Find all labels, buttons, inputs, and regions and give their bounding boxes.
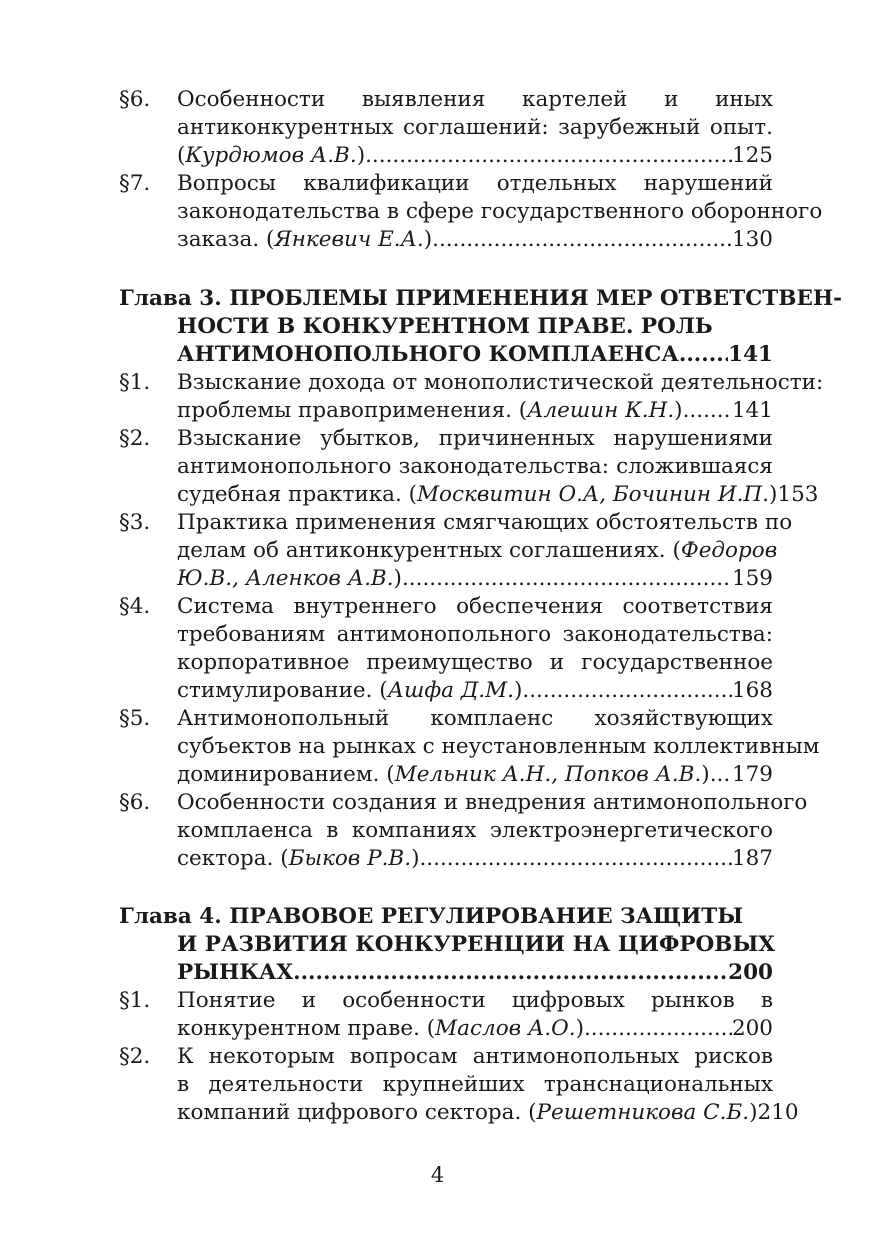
- entry-leader-line: судебная практика. (Москвитин О.А, Бочинин И.П.) 153: [177, 482, 819, 507]
- entry-title-line: Вопросы квалификации отдельных нарушений: [177, 171, 773, 196]
- dot-leader: [402, 565, 732, 593]
- chapter-title-line: НОСТИ В КОНКУРЕНТНОМ ПРАВЕ. РОЛЬ: [177, 314, 713, 339]
- entry-leader-line: конкурентном праве. (Маслов А.О.) ..... 200: [177, 1015, 773, 1043]
- entry-page: 179: [731, 762, 773, 787]
- entry-number: §4.: [119, 594, 151, 619]
- toc-entry-3-6[interactable]: [0, 789, 875, 817]
- toc-entry-3-2[interactable]: [0, 425, 875, 453]
- toc-entry-3-1[interactable]: [0, 369, 875, 397]
- dot-leader: [432, 226, 732, 254]
- toc-entry-3-5[interactable]: [0, 705, 875, 733]
- chapter-4-heading[interactable]: [0, 903, 875, 931]
- entry-leader-line: проблемы правоприменения. (Алешин К.Н.) ..... 141: [177, 397, 773, 425]
- entry-page: 200: [731, 1016, 773, 1041]
- entry-leader-line: доминированием. (Мельник А.Н., Попков А.В.) ..... 179: [177, 761, 773, 789]
- chapter-title-line: ПРОБЛЕМЫ ПРИМЕНЕНИЯ МЕР ОТВЕТСТВЕН-: [229, 286, 843, 311]
- entry-author: Мельник А.Н., Попков А.В.: [394, 762, 702, 787]
- entry-number: §6.: [119, 790, 151, 815]
- entry-number: §2.: [119, 426, 151, 451]
- dot-leader: [683, 397, 732, 425]
- chapter-page: 141: [728, 342, 773, 367]
- entry-title-line: делам об антиконкурентных соглашениях. ( Федоров: [177, 538, 778, 563]
- dot-leader: [679, 341, 728, 369]
- chapter-3-heading[interactable]: [0, 285, 875, 313]
- entry-page: 130: [731, 227, 773, 252]
- entry-title-line: Понятие и особенности цифровых рынков в: [177, 988, 773, 1013]
- entry-author: Ю.В., Аленков А.В.: [177, 566, 394, 591]
- entry-number: §1.: [119, 988, 151, 1013]
- entry-leader-line: сектора. (Быков Р.В.) ..... 187: [177, 845, 773, 873]
- toc-entry-4-2[interactable]: [0, 1043, 875, 1071]
- dot-leader: [419, 845, 731, 873]
- entry-title-line: антимонопольного законодательства: сложившаяся: [177, 454, 773, 479]
- entry-title-line: Практика применения смягчающих обстоятельств по: [177, 510, 793, 535]
- entry-number: §1.: [119, 370, 151, 395]
- toc-entry-2-6[interactable]: [0, 86, 875, 114]
- entry-number: §3.: [119, 510, 151, 535]
- entry-title-line: Антимонопольный комплаенс хозяйствующих: [177, 706, 773, 731]
- chapter-leader-line: [177, 341, 773, 369]
- chapter-leader-line: [177, 959, 773, 987]
- entry-title-line: в деятельности крупнейших транснациональных: [177, 1072, 773, 1097]
- entry-title-line: К некоторым вопросам антимонопольных рисков: [177, 1044, 773, 1069]
- chapter-title-line: ПРАВОВОЕ РЕГУЛИРОВАНИЕ ЗАЩИТЫ: [229, 904, 744, 929]
- dot-leader: [365, 142, 732, 170]
- chapter-title-line: РЫНКАХ: [177, 960, 294, 985]
- chapter-label: Глава 3.: [119, 286, 222, 311]
- entry-leader-line: Ю.В., Аленков А.В.) ..... 159: [177, 565, 773, 593]
- entry-leader-line: компаний цифрового сектора. (Решетникова С.Б.) 210: [177, 1100, 799, 1125]
- entry-title-line: Особенности создания и внедрения антимонопольного: [177, 790, 808, 815]
- entry-author: Решетникова С.Б.: [536, 1100, 750, 1125]
- chapter-label: Глава 4.: [119, 904, 222, 929]
- toc-entry-4-1[interactable]: [0, 987, 875, 1015]
- entry-number: §2.: [119, 1044, 151, 1069]
- dot-leader: [522, 677, 732, 705]
- entry-author: Москвитин О.А, Бочинин И.П.: [417, 482, 770, 507]
- entry-page: 210: [757, 1100, 799, 1125]
- entry-title-line: корпоративное преимущество и государственное: [177, 650, 773, 675]
- dot-leader: [293, 959, 728, 987]
- entry-page: 187: [731, 846, 773, 871]
- entry-author: Маслов А.О.: [435, 1016, 576, 1041]
- entry-leader-line: (Курдюмов А.В.) ..... 125: [177, 142, 773, 170]
- entry-title-line: Особенности выявления картелей и иных: [177, 87, 773, 112]
- entry-author: Алешин К.Н.: [527, 398, 675, 423]
- chapter-title-line: И РАЗВИТИЯ КОНКУРЕНЦИИ НА ЦИФРОВЫХ: [177, 932, 775, 957]
- entry-title-line: Система внутреннего обеспечения соответствия: [177, 594, 773, 619]
- chapter-page: 200: [728, 960, 773, 985]
- entry-number: §6.: [119, 87, 151, 112]
- entry-title-line: антиконкурентных соглашений: зарубежный опыт.: [177, 115, 773, 140]
- entry-title-line: субъектов на рынках с неустановленным коллективным: [177, 734, 820, 759]
- toc-entry-2-7[interactable]: [0, 170, 875, 198]
- entry-author: Федоров: [680, 538, 778, 563]
- entry-page: 141: [731, 398, 773, 423]
- page-number: 4: [430, 1163, 445, 1187]
- entry-page: 153: [777, 482, 819, 507]
- entry-title-line: Взыскание убытков, причиненных нарушениями: [177, 426, 773, 451]
- entry-title-line: комплаенса в компаниях электроэнергетического: [177, 818, 773, 843]
- entry-title-line: Взыскание дохода от монополистической деятельности:: [177, 370, 824, 395]
- entry-number: §5.: [119, 706, 151, 731]
- toc-entry-3-3[interactable]: [0, 509, 875, 537]
- entry-page: 159: [731, 566, 773, 591]
- chapter-title-line: АНТИМОНОПОЛЬНОГО КОМПЛАЕНСА: [177, 342, 679, 367]
- entry-page: 125: [731, 143, 773, 168]
- entry-title-line: требованиям антимонопольного законодательства:: [177, 622, 773, 647]
- entry-author: Курдюмов А.В.: [185, 143, 357, 168]
- entry-number: §7.: [119, 171, 151, 196]
- dot-leader: [710, 761, 732, 789]
- entry-leader-line: заказа. (Янкевич Е.А.) ..... 130: [177, 226, 773, 254]
- entry-leader-line: стимулирование. (Ашфа Д.М.) ..... 168: [177, 677, 773, 705]
- entry-author: Быков Р.В.: [288, 846, 412, 871]
- entry-author: Ашфа Д.М.: [387, 678, 514, 703]
- entry-author: Янкевич Е.А.: [274, 227, 424, 252]
- dot-leader: [584, 1015, 732, 1043]
- entry-title-line: законодательства в сфере государственного оборонного: [177, 199, 823, 224]
- entry-page: 168: [731, 678, 773, 703]
- toc-entry-3-4[interactable]: [0, 593, 875, 621]
